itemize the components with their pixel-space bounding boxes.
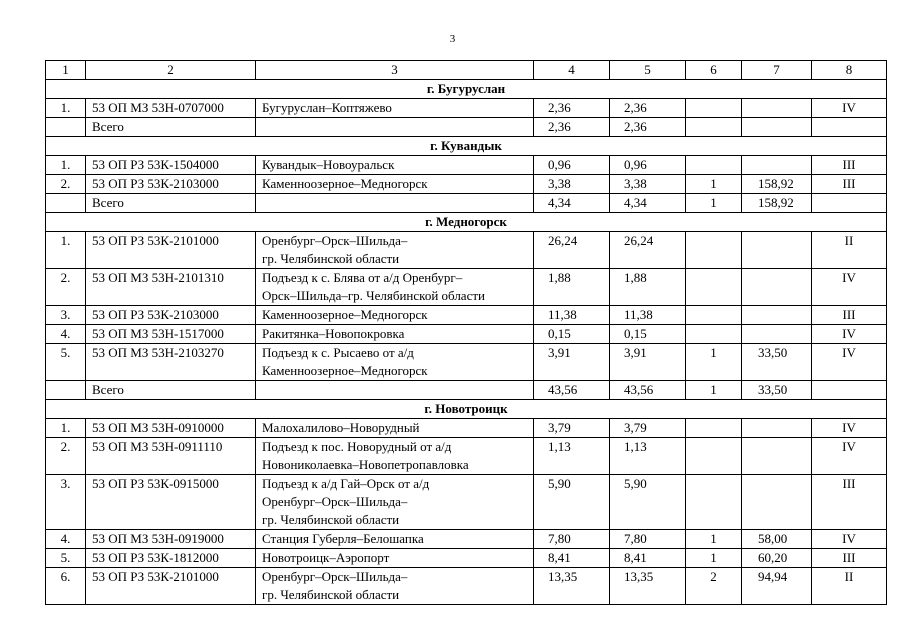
road-name-line: Подъезд к с. Рысаево от а/д — [262, 345, 414, 360]
col6-value-cell: 1 — [686, 381, 742, 400]
road-name-cell — [256, 381, 534, 400]
category-cell: IV — [812, 99, 887, 118]
category-cell — [812, 118, 887, 137]
table-row — [46, 306, 887, 325]
category-cell: IV — [812, 344, 887, 381]
total-row — [46, 194, 887, 213]
col4-value-cell: 8,41 — [534, 549, 610, 568]
road-name-line: Оренбург–Орск–Шильда– — [262, 233, 408, 248]
column-header: 3 — [256, 61, 534, 80]
col4-value-cell: 43,56 — [534, 381, 610, 400]
column-header-row — [46, 61, 887, 80]
road-name-cell — [256, 530, 534, 549]
road-name-line: Орск–Шильда–гр. Челябинской области — [262, 288, 485, 303]
road-name-line: гр. Челябинской области — [262, 251, 400, 266]
section-row — [46, 213, 887, 232]
col7-value-cell: 158,92 — [742, 194, 812, 213]
road-name-line: Каменноозерное–Медногорск — [262, 363, 428, 378]
road-code-cell: 53 ОП РЗ 53К-2103000 — [86, 306, 256, 325]
col6-value-cell: 1 — [686, 530, 742, 549]
section-title: г. Медногорск — [46, 213, 887, 232]
road-name-cell — [256, 475, 534, 530]
row-number-cell: 2. — [46, 269, 86, 306]
col7-value-cell — [742, 156, 812, 175]
row-number-cell: 1. — [46, 419, 86, 438]
table-row — [46, 344, 887, 381]
road-code-cell: Всего — [86, 381, 256, 400]
category-cell: III — [812, 175, 887, 194]
road-code-cell: Всего — [86, 194, 256, 213]
col4-value-cell: 0,15 — [534, 325, 610, 344]
road-code-cell: Всего — [86, 118, 256, 137]
page-number: 3 — [449, 33, 456, 45]
road-name-line: гр. Челябинской области — [262, 512, 400, 527]
road-code-cell: 53 ОП РЗ 53К-2101000 — [86, 568, 256, 605]
road-code-cell: 53 ОП МЗ 53Н-0911110 — [86, 438, 256, 475]
row-number-cell: 1. — [46, 99, 86, 118]
col5-value-cell: 5,90 — [610, 475, 686, 530]
category-cell: IV — [812, 438, 887, 475]
road-code-cell: 53 ОП МЗ 53Н-1517000 — [86, 325, 256, 344]
table-body — [46, 61, 887, 605]
column-header: 4 — [534, 61, 610, 80]
road-name-line: Ракитянка–Новопокровка — [262, 326, 405, 341]
road-name-cell — [256, 306, 534, 325]
col7-value-cell — [742, 306, 812, 325]
road-name-line: Подъезд к а/д Гай–Орск от а/д — [262, 476, 430, 491]
road-name-line: Малохалилово–Новорудный — [262, 420, 420, 435]
col5-value-cell: 3,79 — [610, 419, 686, 438]
col7-value-cell: 158,92 — [742, 175, 812, 194]
col6-value-cell — [686, 438, 742, 475]
col4-value-cell: 3,38 — [534, 175, 610, 194]
col6-value-cell: 1 — [686, 344, 742, 381]
category-cell: III — [812, 156, 887, 175]
road-code-cell: 53 ОП РЗ 53К-1812000 — [86, 549, 256, 568]
col7-value-cell — [742, 438, 812, 475]
section-row — [46, 400, 887, 419]
category-cell: II — [812, 568, 887, 605]
section-title: г. Бугуруслан — [46, 80, 887, 99]
road-name-line: Оренбург–Орск–Шильда– — [262, 569, 408, 584]
row-number-cell — [46, 194, 86, 213]
col5-value-cell: 7,80 — [610, 530, 686, 549]
road-name-line: Кувандык–Новоуральск — [262, 157, 395, 172]
col7-value-cell: 33,50 — [742, 381, 812, 400]
road-name-cell — [256, 269, 534, 306]
col7-value-cell — [742, 118, 812, 137]
row-number-cell: 1. — [46, 156, 86, 175]
row-number-cell: 1. — [46, 232, 86, 269]
col4-value-cell: 26,24 — [534, 232, 610, 269]
row-number-cell: 6. — [46, 568, 86, 605]
table-row — [46, 269, 887, 306]
col4-value-cell: 7,80 — [534, 530, 610, 549]
column-header: 8 — [812, 61, 887, 80]
col7-value-cell — [742, 325, 812, 344]
col5-value-cell: 2,36 — [610, 99, 686, 118]
section-title: г. Кувандык — [46, 137, 887, 156]
road-name-line: гр. Челябинской области — [262, 587, 400, 602]
category-cell: III — [812, 475, 887, 530]
col5-value-cell: 43,56 — [610, 381, 686, 400]
col5-value-cell: 11,38 — [610, 306, 686, 325]
col5-value-cell: 2,36 — [610, 118, 686, 137]
col4-value-cell: 5,90 — [534, 475, 610, 530]
col7-value-cell — [742, 419, 812, 438]
column-header: 7 — [742, 61, 812, 80]
table-row — [46, 325, 887, 344]
col4-value-cell: 2,36 — [534, 99, 610, 118]
road-name-line: Оренбург–Орск–Шильда– — [262, 494, 408, 509]
table-row — [46, 438, 887, 475]
category-cell — [812, 381, 887, 400]
total-row — [46, 381, 887, 400]
total-row — [46, 118, 887, 137]
col5-value-cell: 3,91 — [610, 344, 686, 381]
column-header: 1 — [46, 61, 86, 80]
road-code-cell: 53 ОП РЗ 53К-2101000 — [86, 232, 256, 269]
col4-value-cell: 3,79 — [534, 419, 610, 438]
category-cell: IV — [812, 419, 887, 438]
column-header: 6 — [686, 61, 742, 80]
road-name-cell — [256, 344, 534, 381]
road-code-cell: 53 ОП МЗ 53Н-0919000 — [86, 530, 256, 549]
col6-value-cell: 1 — [686, 549, 742, 568]
category-cell: IV — [812, 269, 887, 306]
road-name-cell — [256, 99, 534, 118]
table-row — [46, 568, 887, 605]
col5-value-cell: 0,15 — [610, 325, 686, 344]
road-name-cell — [256, 568, 534, 605]
road-code-cell: 53 ОП РЗ 53К-2103000 — [86, 175, 256, 194]
col6-value-cell — [686, 419, 742, 438]
col6-value-cell — [686, 118, 742, 137]
col7-value-cell — [742, 99, 812, 118]
col5-value-cell: 1,13 — [610, 438, 686, 475]
road-name-cell — [256, 438, 534, 475]
col4-value-cell: 1,13 — [534, 438, 610, 475]
road-name-line: Каменноозерное–Медногорск — [262, 307, 428, 322]
col7-value-cell: 94,94 — [742, 568, 812, 605]
col5-value-cell: 0,96 — [610, 156, 686, 175]
col7-value-cell: 58,00 — [742, 530, 812, 549]
section-row — [46, 137, 887, 156]
row-number-cell: 3. — [46, 475, 86, 530]
section-title: г. Новотроицк — [46, 400, 887, 419]
col7-value-cell: 60,20 — [742, 549, 812, 568]
table-row — [46, 549, 887, 568]
col6-value-cell: 2 — [686, 568, 742, 605]
col5-value-cell: 26,24 — [610, 232, 686, 269]
category-cell: III — [812, 549, 887, 568]
section-row — [46, 80, 887, 99]
col6-value-cell — [686, 306, 742, 325]
table-row — [46, 419, 887, 438]
table-row — [46, 475, 887, 530]
col5-value-cell: 1,88 — [610, 269, 686, 306]
road-code-cell: 53 ОП РЗ 53К-0915000 — [86, 475, 256, 530]
col5-value-cell: 3,38 — [610, 175, 686, 194]
road-name-cell — [256, 419, 534, 438]
row-number-cell: 3. — [46, 306, 86, 325]
col7-value-cell — [742, 232, 812, 269]
col4-value-cell: 13,35 — [534, 568, 610, 605]
col4-value-cell: 3,91 — [534, 344, 610, 381]
col4-value-cell: 0,96 — [534, 156, 610, 175]
category-cell: III — [812, 306, 887, 325]
road-code-cell: 53 ОП МЗ 53Н-2101310 — [86, 269, 256, 306]
road-code-cell: 53 ОП МЗ 53Н-2103270 — [86, 344, 256, 381]
row-number-cell — [46, 381, 86, 400]
col6-value-cell: 1 — [686, 194, 742, 213]
road-name-line: Бугуруслан–Коптяжево — [262, 100, 392, 115]
column-header: 5 — [610, 61, 686, 80]
table-row — [46, 232, 887, 269]
road-name-line: Станция Губерля–Белошапка — [262, 531, 424, 546]
category-cell — [812, 194, 887, 213]
row-number-cell — [46, 118, 86, 137]
road-code-cell: 53 ОП МЗ 53Н-0910000 — [86, 419, 256, 438]
col7-value-cell — [742, 475, 812, 530]
category-cell: IV — [812, 325, 887, 344]
category-cell: II — [812, 232, 887, 269]
row-number-cell: 5. — [46, 344, 86, 381]
col6-value-cell — [686, 475, 742, 530]
col7-value-cell — [742, 269, 812, 306]
col6-value-cell — [686, 156, 742, 175]
col5-value-cell: 8,41 — [610, 549, 686, 568]
row-number-cell: 5. — [46, 549, 86, 568]
roads-table — [45, 60, 887, 605]
road-name-cell — [256, 118, 534, 137]
row-number-cell: 4. — [46, 530, 86, 549]
row-number-cell: 2. — [46, 175, 86, 194]
road-name-line: Новотроицк–Аэропорт — [262, 550, 390, 565]
col6-value-cell: 1 — [686, 175, 742, 194]
row-number-cell: 2. — [46, 438, 86, 475]
table-row — [46, 99, 887, 118]
road-name-line: Подъезд к с. Блява от а/д Оренбург– — [262, 270, 463, 285]
table-row — [46, 175, 887, 194]
col6-value-cell — [686, 325, 742, 344]
col4-value-cell: 1,88 — [534, 269, 610, 306]
col6-value-cell — [686, 269, 742, 306]
road-code-cell: 53 ОП РЗ 53К-1504000 — [86, 156, 256, 175]
col4-value-cell: 2,36 — [534, 118, 610, 137]
road-name-line: Подъезд к пос. Новорудный от а/д — [262, 439, 452, 454]
road-name-line: Новониколаевка–Новопетропавловка — [262, 457, 469, 472]
road-name-cell — [256, 156, 534, 175]
col5-value-cell: 13,35 — [610, 568, 686, 605]
column-header: 2 — [86, 61, 256, 80]
road-name-cell — [256, 194, 534, 213]
table-row — [46, 156, 887, 175]
col7-value-cell: 33,50 — [742, 344, 812, 381]
road-name-cell — [256, 325, 534, 344]
col4-value-cell: 11,38 — [534, 306, 610, 325]
road-name-cell — [256, 175, 534, 194]
table-row — [46, 530, 887, 549]
col6-value-cell — [686, 232, 742, 269]
road-name-cell — [256, 232, 534, 269]
col6-value-cell — [686, 99, 742, 118]
category-cell: IV — [812, 530, 887, 549]
road-name-cell — [256, 549, 534, 568]
road-code-cell: 53 ОП МЗ 53Н-0707000 — [86, 99, 256, 118]
col5-value-cell: 4,34 — [610, 194, 686, 213]
road-name-line: Каменноозерное–Медногорск — [262, 176, 428, 191]
row-number-cell: 4. — [46, 325, 86, 344]
col4-value-cell: 4,34 — [534, 194, 610, 213]
